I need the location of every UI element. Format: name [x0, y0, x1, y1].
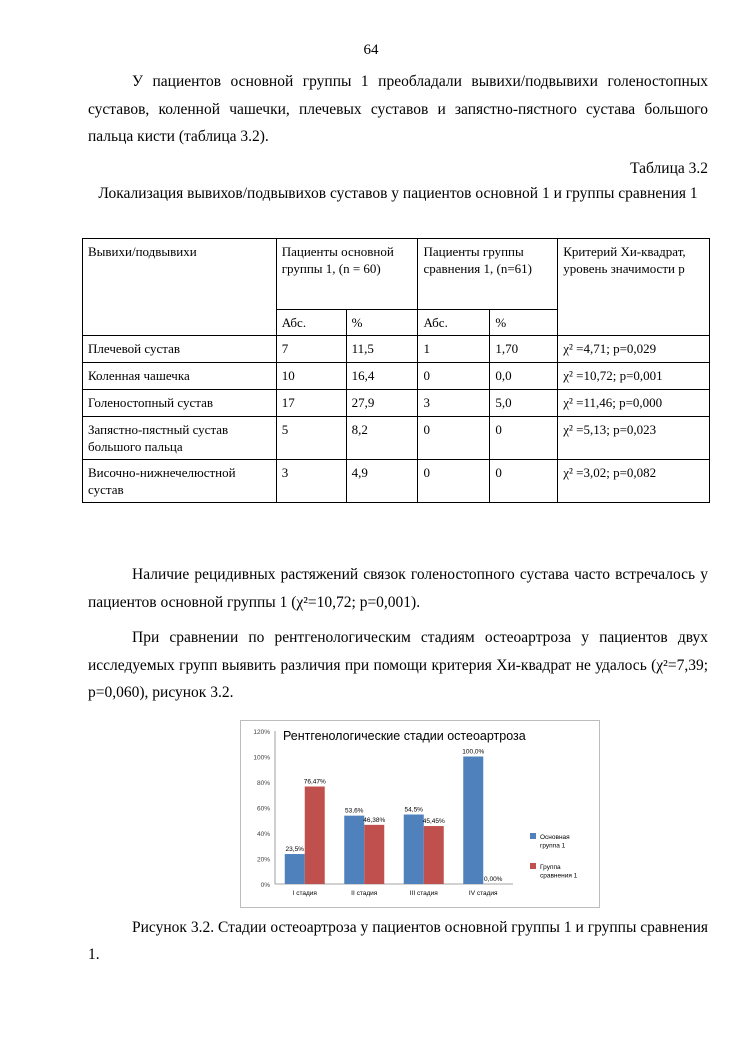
- row-chi: χ² =5,13; р=0,023: [558, 417, 710, 460]
- row-chi: χ² =3,02; р=0,082: [558, 460, 710, 503]
- row-pct-1: 16,4: [346, 363, 418, 390]
- row-abs-2: 0: [418, 460, 490, 503]
- legend-label: Основная: [540, 834, 570, 841]
- table-row: [83, 417, 710, 460]
- bar-main-group: [285, 854, 305, 884]
- legend-label: Группа: [540, 864, 561, 871]
- legend-label: группа 1: [540, 842, 566, 850]
- x-tick-label: I стадия: [292, 890, 317, 897]
- y-tick-label: 100%: [253, 754, 270, 762]
- row-name: Плечевой сустав: [83, 336, 277, 363]
- y-tick-label: 120%: [253, 729, 270, 736]
- y-tick-label: 20%: [256, 856, 270, 864]
- row-pct-1: 8,2: [346, 417, 418, 460]
- row-pct-2: 1,70: [490, 336, 558, 363]
- header-abs-2: Абс.: [418, 310, 490, 336]
- data-label: 54,5%: [404, 806, 423, 814]
- x-tick-label: II стадия: [351, 890, 378, 897]
- row-abs-2: 1: [418, 336, 490, 363]
- data-label: 23,5%: [285, 846, 304, 854]
- header-group2: Пациенты группы сравнения 1, (n=61): [418, 239, 558, 310]
- table-title: Локализация вывихов/подвывихов суставов у пациентов основной 1 и группы сравнения 1: [98, 185, 698, 202]
- table-row: [83, 460, 710, 503]
- bar-main-group: [344, 816, 364, 884]
- row-abs-1: 7: [276, 336, 346, 363]
- y-tick-label: 60%: [256, 805, 270, 813]
- row-name: Голеностопный сустав: [83, 390, 277, 417]
- bar-comparison-group: [424, 826, 444, 884]
- row-abs-2: 0: [418, 417, 490, 460]
- row-name: Запястно-пястный сустав большого пальца: [83, 417, 277, 460]
- data-label: 0,00%: [484, 876, 503, 883]
- data-label: 100,0%: [462, 748, 485, 756]
- data-table: [82, 238, 710, 503]
- table-row: [83, 363, 710, 390]
- table-label: Таблица 3.2: [630, 160, 708, 177]
- bar-main-group: [463, 757, 483, 885]
- row-abs-1: 3: [276, 460, 346, 503]
- row-pct-2: 0,0: [490, 363, 558, 390]
- table-row: [83, 336, 710, 363]
- paragraph-3: При сравнении по рентгенологическим стадиям остеоартроза у пациентов двух исследуемых групп выявить различия при помощи критерия Хи-квадрат не удалось (χ²=7,39; р=0,060), рисунок 3.2.: [88, 629, 708, 701]
- row-chi: χ² =10,72; р=0,001: [558, 363, 710, 390]
- header-abs-1: Абс.: [276, 310, 346, 336]
- row-pct-1: 27,9: [346, 390, 418, 417]
- bar-comparison-group: [364, 825, 384, 884]
- row-pct-2: 0: [490, 417, 558, 460]
- paragraph-1: У пациентов основной группы 1 преобладали вывихи/подвывихи голеностопных суставов, коленной чашечки, плечевых суставов и запястно-пястного сустава большого пальца кисти (таблица 3.2).: [88, 73, 708, 145]
- row-name: Височно-нижнечелюстной сустав: [83, 460, 277, 503]
- y-tick-label: 0%: [260, 882, 270, 889]
- table-header-row: [83, 239, 710, 310]
- row-abs-1: 5: [276, 417, 346, 460]
- header-dislocations: Вывихи/подвывихи: [83, 239, 277, 336]
- y-tick-label: 80%: [256, 780, 270, 787]
- paragraph-2: Наличие рецидивных растяжений связок голеностопного сустава часто встречалось у пациентов основной группы 1 (χ²=10,72; р=0,001).: [88, 566, 708, 611]
- row-abs-2: 3: [418, 390, 490, 417]
- row-pct-2: 5,0: [490, 390, 558, 417]
- row-abs-2: 0: [418, 363, 490, 390]
- data-label: 45,45%: [422, 818, 445, 826]
- header-criterion: Критерий Хи-квадрат, уровень значимости р: [558, 239, 710, 336]
- data-label: 76,47%: [303, 778, 326, 786]
- header-pct-1: %: [346, 310, 418, 336]
- row-pct-2: 0: [490, 460, 558, 503]
- osteoarthritis-stage-chart: [240, 720, 600, 908]
- header-pct-2: %: [490, 310, 558, 336]
- chart-svg: [241, 721, 599, 907]
- data-label: 53,6%: [345, 807, 364, 815]
- row-abs-1: 17: [276, 390, 346, 417]
- table-row: [83, 390, 710, 417]
- row-pct-1: 11,5: [346, 336, 418, 363]
- bar-main-group: [404, 815, 424, 884]
- x-tick-label: III стадия: [409, 890, 438, 897]
- header-group1: Пациенты основной группы 1, (n = 60): [276, 239, 418, 310]
- y-tick-label: 40%: [256, 831, 270, 838]
- data-label: 46,38%: [363, 816, 386, 824]
- chart-title: Рентгенологические стадии остеоартроза: [283, 729, 526, 743]
- bar-comparison-group: [305, 787, 325, 884]
- page-number: 64: [363, 42, 379, 58]
- legend-swatch: [530, 863, 536, 869]
- row-chi: χ² =4,71; р=0,029: [558, 336, 710, 363]
- legend-label: сравнения 1: [540, 872, 578, 880]
- row-chi: χ² =11,46; р=0,000: [558, 390, 710, 417]
- row-pct-1: 4,9: [346, 460, 418, 503]
- row-name: Коленная чашечка: [83, 363, 277, 390]
- legend-swatch: [530, 833, 536, 839]
- figure-caption: Рисунок 3.2. Стадии остеоартроза у пациентов основной группы 1 и группы сравнения 1.: [88, 919, 708, 963]
- row-abs-1: 10: [276, 363, 346, 390]
- x-tick-label: IV стадия: [468, 890, 498, 897]
